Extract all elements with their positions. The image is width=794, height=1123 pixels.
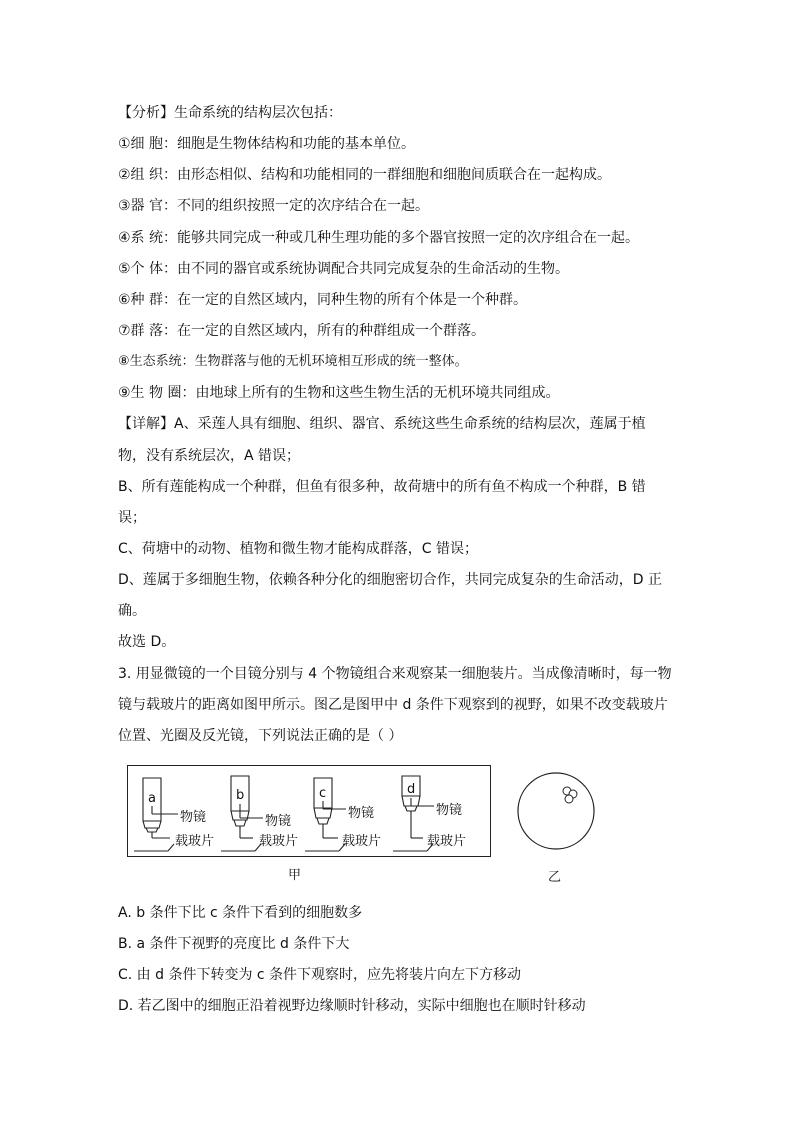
detail-line-2: 物，没有系统层次，A 错误； — [118, 448, 301, 464]
figure-yi-field-of-view — [516, 771, 596, 851]
caption-jia: 甲 — [288, 868, 302, 883]
level-system: ④系 统：能够共同完成一种或几种生理功能的多个器官按照一定的次序组合在一起。 — [118, 230, 639, 246]
level-population: ⑥种 群：在一定的自然区域内，同种生物的所有个体是一个种群。 — [118, 292, 527, 308]
analysis-title: 【分析】生命系统的结构层次包括： — [118, 105, 342, 121]
detail-line-1: 【详解】A、采莲人具有细胞、组织、器官、系统这些生命系统的结构层次，莲属于植 — [118, 416, 646, 432]
objective-label-b: 物镜 — [265, 814, 292, 829]
lens-letter-a: a — [148, 791, 156, 806]
question-line-1: 3. 用显微镜的一个目镜分别与 4 个物镜组合来观察某一细胞装片。当成像清晰时，每一物 — [118, 666, 672, 682]
option-a: A. b 条件下比 c 条件下看到的细胞数多 — [118, 905, 363, 921]
objective-label-c: 物镜 — [348, 806, 375, 821]
detail-line-5: C、荷塘中的动物、植物和微生物才能构成群落，C 错误； — [118, 541, 478, 557]
level-biosphere: ⑨生 物 圈：由地球上所有的生物和这些生物生活的无机环境共同组成。 — [118, 385, 560, 401]
level-community: ⑦群 落：在一定的自然区域内，所有的种群组成一个群落。 — [118, 323, 485, 339]
level-ecosystem: ⑧生态系统：生物群落与他的无机环境相互形成的统一整体。 — [118, 354, 468, 369]
level-organ: ③器 官：不同的组织按照一定的次序结合在一起。 — [118, 198, 429, 214]
detail-line-3: B、所有莲能构成一个种群，但鱼有很多种，故荷塘中的所有鱼不构成一个种群，B 错 — [118, 479, 646, 495]
lens-letter-d: d — [407, 782, 416, 797]
objective-lens-a — [134, 778, 178, 851]
cell — [565, 795, 573, 803]
lens-letter-b: b — [236, 788, 245, 803]
level-individual: ⑤个 体：由不同的器官或系统协调配合共同完成复杂的生命活动的生物。 — [118, 261, 569, 277]
objective-label-d: 物镜 — [436, 803, 463, 818]
detail-line-7: 确。 — [118, 603, 146, 619]
option-d: D. 若乙图中的细胞正沿着视野边缘顺时针移动，实际中细胞也在顺时针移动 — [118, 998, 586, 1014]
detail-answer: 故选 D。 — [118, 634, 176, 650]
figure-jia-box — [127, 765, 491, 857]
slide-label-d: 载玻片 — [427, 834, 467, 849]
lens-letter-c: c — [319, 786, 327, 801]
objective-label-a: 物镜 — [180, 810, 207, 825]
level-cell: ①细 胞：细胞是生物体结构和功能的基本单位。 — [118, 136, 415, 152]
detail-line-4: 误； — [118, 510, 146, 526]
option-b: B. a 条件下视野的亮度比 d 条件下大 — [118, 936, 350, 952]
slide-label-b: 载玻片 — [259, 834, 299, 849]
question-line-3: 位置、光圈及反光镜，下列说法正确的是（ ） — [118, 728, 403, 744]
option-c: C. 由 d 条件下转变为 c 条件下观察时，应先将装片向左下方移动 — [118, 967, 522, 983]
field-circle — [518, 773, 594, 849]
slide-label-a: 载玻片 — [175, 834, 215, 849]
detail-line-6: D、莲属于多细胞生物，依赖各种分化的细胞密切合作，共同完成复杂的生命活动，D 正 — [118, 572, 663, 588]
slide-label-c: 载玻片 — [342, 834, 382, 849]
caption-yi: 乙 — [548, 870, 562, 885]
question-line-2: 镜与载玻片的距离如图甲所示。图乙是图甲中 d 条件下观察到的视野，如果不改变载玻片 — [118, 697, 668, 713]
level-tissue: ②组 织：由形态相似、结构和功能相同的一群细胞和细胞间质联合在一起构成。 — [118, 167, 611, 183]
